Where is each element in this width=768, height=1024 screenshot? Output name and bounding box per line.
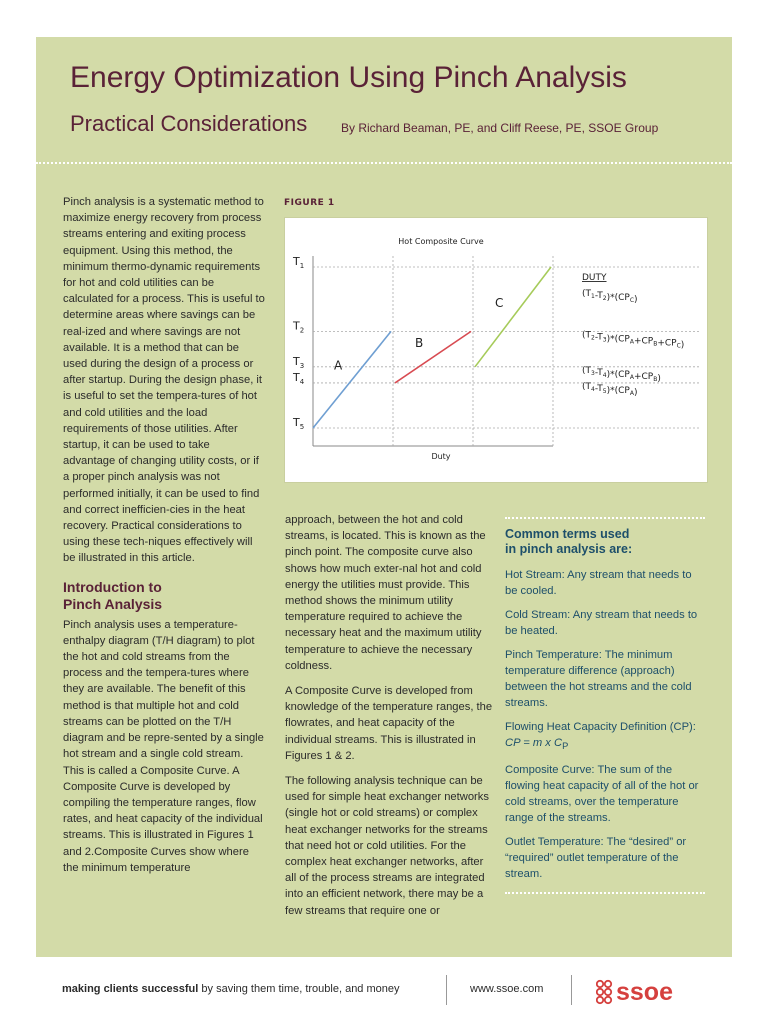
duty-row-3: $(T_3-T_4)*(CP_A+CP_B)$ xyxy=(582,365,661,384)
dotted-divider xyxy=(36,162,732,164)
footer xyxy=(0,957,768,1024)
duty-row-1: $(T_1-T_2)*(CP_C)$ xyxy=(582,289,638,305)
term-hot-stream: Hot Stream: Any stream that needs to be cooled. xyxy=(505,569,692,597)
section-paragraph: Pinch analysis uses a temperature-enthalpy diagram (T/H diagram) to plot the hot and cold streams from the process and the tempera-tures where they are available. The benefit of this method is that multiple hot and cold streams can be plotted on the T/H diagram and be repre-sented by a single hot stream and a single cold stream. This is called a Composite Curve. A Composite Curve is developed by compiling the temperature ranges, flow rates, and heat capacity of the individual streams. This is illustrated in Figures 1 and 2.Composite Curves show where the minimum temperature xyxy=(63,618,264,874)
series-A-label: A xyxy=(334,358,343,373)
footer-url-link[interactable]: www.ssoe.com xyxy=(470,983,544,995)
footer-divider-2 xyxy=(571,975,572,1005)
term-pinch-temperature: Pinch Temperature: The minimum temperature difference (approach) between the hot streams and the cold streams. xyxy=(505,649,692,709)
logo-dots-icon xyxy=(597,981,611,1003)
tagline-bold: making clients successful xyxy=(62,983,199,995)
logo-wordmark: ssoe xyxy=(616,978,673,1005)
series-C-label: C xyxy=(495,295,504,310)
left-column xyxy=(63,194,265,888)
article-panel xyxy=(36,37,732,957)
y-tick-label-T4: $T_4$ xyxy=(293,370,305,386)
duty-row-2: $(T_2-T_3)*(CP_A+CP_B+CP_C)$ xyxy=(582,330,685,351)
byline: By Richard Beaman, PE, and Cliff Reese, PE, SSOE Group xyxy=(341,121,659,135)
x-axis-label: Duty xyxy=(431,452,451,461)
term-cp-definition xyxy=(505,719,705,754)
cp-formula-subscript: P xyxy=(562,741,569,752)
y-tick-label-T1: $T_1$ xyxy=(293,255,305,270)
series-B-label: B xyxy=(415,336,424,351)
series-B-line xyxy=(395,331,471,383)
series-A-line xyxy=(313,331,391,428)
chart-title: Hot Composite Curve xyxy=(398,237,484,246)
terms-sidebar xyxy=(505,517,705,894)
term-outlet-temperature: Outlet Temperature: The “desired” or “required” outlet temperature of the stream. xyxy=(505,836,687,881)
section-heading xyxy=(63,579,265,613)
tagline-rest: by saving them time, trouble, and money xyxy=(198,983,400,995)
footer-divider-1 xyxy=(446,975,447,1005)
cp-definition-text: Flowing Heat Capacity Definition (CP): xyxy=(505,721,696,733)
cp-formula: CP = m x C xyxy=(505,737,563,749)
footer-tagline xyxy=(62,983,400,995)
y-tick-label-T5: $T_5$ xyxy=(293,416,305,431)
duty-row-4: $(T_4-T_5)*(CP_A)$ xyxy=(582,381,638,398)
column2-paragraph-2: A Composite Curve is developed from knowledge of the temperature ranges, the flowrates, and heat capacity of the individual streams. This is illustrated in Figures 1 & 2. xyxy=(285,685,493,762)
duty-heading: DUTY xyxy=(582,273,607,283)
ssoe-logo xyxy=(596,975,706,1005)
y-tick-label-T3: $T_3$ xyxy=(293,354,305,370)
term-composite-curve: Composite Curve: The sum of the flowing heat capacity of all of the hot or cold streams, over the temperature range of the streams. xyxy=(505,764,699,825)
section-heading-line2: Pinch Analysis xyxy=(63,595,163,612)
sidebar-heading xyxy=(505,527,705,557)
article-title: Energy Optimization Using Pinch Analysis xyxy=(70,61,627,94)
intro-paragraph: Pinch analysis is a systematic method to maximize energy recovery from process streams entering and exiting process equipment. Using this method, the minimum thermo-dynamic requirements for hot and cold utilities can be calculated for a process. This is useful to determine areas where savings can be real-ized and where savings are not available. It is a method that can be used during the design of a process or after startup. During the design phase, it is useful to set the tempera-tures of hot and cold utilities and the load requirements of those utilities. After startup, it can be used to take advantage of changing utility costs, or if a proper pinch analysis was not performed initially, it can be used to find and correct inefficien-cies in the heat recovery. Practical considerations to using these tech-niques effectively will be illustrated in this article. xyxy=(63,196,265,565)
y-tick-label-T2: $T_2$ xyxy=(293,319,305,335)
term-cold-stream: Cold Stream: Any stream that needs to be heated. xyxy=(505,609,698,637)
figure-label: FIGURE 1 xyxy=(284,198,335,208)
section-heading-line1: Introduction to xyxy=(63,578,162,595)
middle-column xyxy=(285,512,493,928)
sidebar-heading-line2: in pinch analysis are: xyxy=(505,542,633,556)
sidebar-heading-line1: Common terms used xyxy=(505,527,630,541)
column2-paragraph-3: The following analysis technique can be used for simple heat exchanger networks (single hot or cold streams) or complex heat exchanger networks for the streams that need hot or cold utilities. For the complex heat exchanger networks, after all of the process streams are integrated into an efficient network, there may be a few streams that require one or xyxy=(285,775,489,917)
series-C-line xyxy=(475,267,551,367)
article-subtitle: Practical Considerations xyxy=(70,111,308,136)
figure-1 xyxy=(284,217,708,483)
hot-composite-curve-chart xyxy=(285,218,707,482)
column2-paragraph-1: approach, between the hot and cold streams, is located. This is known as the pinch point. The composite curve also shows how much exter-nal hot and cold energy the utilities must provide. This method shows the minimum utility temperature required to achieve the necessary heat and the maximum utility temperature to achieve the necessary coldness. xyxy=(285,514,486,672)
